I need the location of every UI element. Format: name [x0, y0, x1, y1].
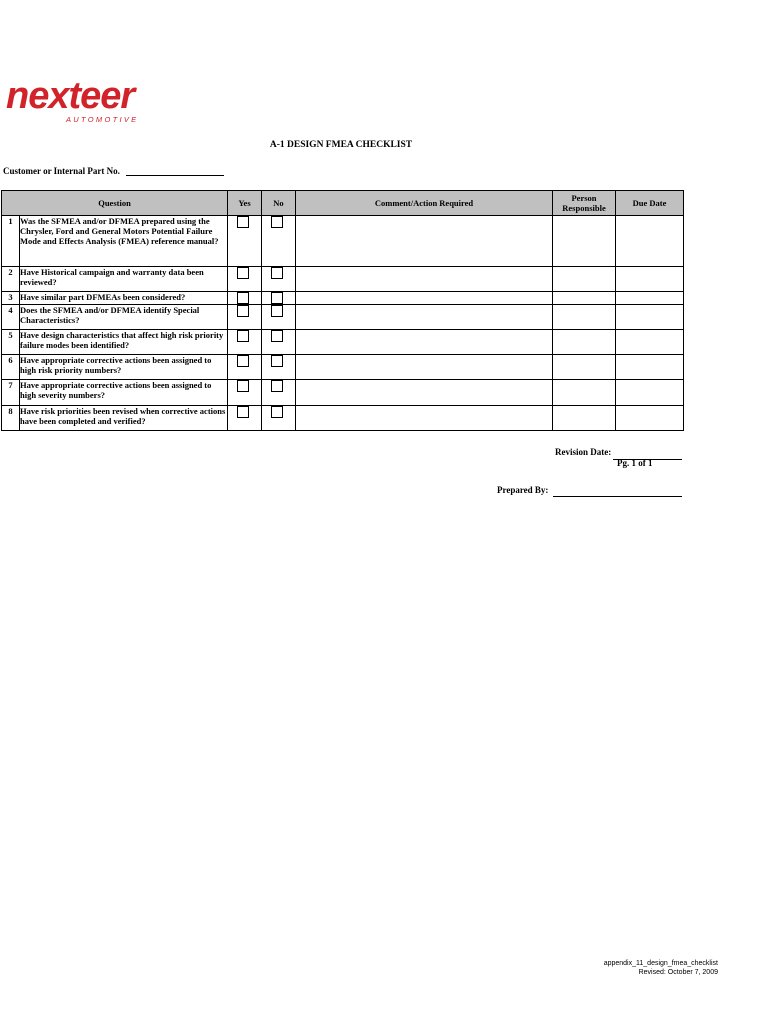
- prepared-by-label: Prepared By:: [497, 485, 549, 495]
- row-number: 6: [2, 355, 20, 380]
- logo-wordmark: nexteer: [6, 75, 135, 117]
- footer-revised: Revised: October 7, 2009: [638, 969, 718, 976]
- header-due: Due Date: [616, 191, 684, 216]
- table-row: [2, 406, 684, 431]
- comment-cell[interactable]: [296, 292, 553, 305]
- row-question: Have appropriate corrective actions been assigned to high risk priority numbers?: [20, 355, 228, 380]
- due-cell[interactable]: [616, 380, 684, 406]
- yes-cell: [228, 406, 262, 431]
- checklist-table: [1, 190, 684, 431]
- yes-cell: [228, 305, 262, 330]
- yes-checkbox[interactable]: [237, 267, 249, 279]
- no-checkbox[interactable]: [271, 216, 283, 228]
- yes-cell: [228, 267, 262, 292]
- table-row: [2, 355, 684, 380]
- comment-cell[interactable]: [296, 330, 553, 355]
- comment-cell[interactable]: [296, 216, 553, 267]
- row-question: Have similar part DFMEAs been considered?: [20, 292, 228, 305]
- no-cell: [262, 330, 296, 355]
- row-question: Does the SFMEA and/or DFMEA identify Special Characteristics?: [20, 305, 228, 330]
- nexteer-logo: [6, 76, 146, 126]
- no-checkbox[interactable]: [271, 305, 283, 317]
- due-cell[interactable]: [616, 406, 684, 431]
- table-header-row: [2, 191, 684, 216]
- header-person: Person Responsible: [553, 191, 616, 216]
- yes-cell: [228, 330, 262, 355]
- footer: [604, 959, 718, 977]
- due-cell[interactable]: [616, 330, 684, 355]
- person-cell[interactable]: [553, 330, 616, 355]
- row-question: Have Historical campaign and warranty data been reviewed?: [20, 267, 228, 292]
- comment-cell[interactable]: [296, 267, 553, 292]
- header-yes: Yes: [228, 191, 262, 216]
- no-cell: [262, 355, 296, 380]
- no-cell: [262, 406, 296, 431]
- due-cell[interactable]: [616, 216, 684, 267]
- yes-checkbox[interactable]: [237, 406, 249, 418]
- due-cell[interactable]: [616, 305, 684, 330]
- row-question: Have risk priorities been revised when corrective actions have been completed and verified?: [20, 406, 228, 431]
- person-cell[interactable]: [553, 355, 616, 380]
- table-row: [2, 380, 684, 406]
- header-comment: Comment/Action Required: [296, 191, 553, 216]
- no-cell: [262, 267, 296, 292]
- logo-subtitle: AUTOMOTIVE: [66, 115, 139, 124]
- yes-cell: [228, 292, 262, 305]
- due-cell[interactable]: [616, 355, 684, 380]
- person-cell[interactable]: [553, 380, 616, 406]
- yes-cell: [228, 355, 262, 380]
- yes-checkbox[interactable]: [237, 380, 249, 392]
- yes-checkbox[interactable]: [237, 355, 249, 367]
- person-cell[interactable]: [553, 406, 616, 431]
- person-cell[interactable]: [553, 305, 616, 330]
- table-row: [2, 305, 684, 330]
- no-cell: [262, 292, 296, 305]
- no-checkbox[interactable]: [271, 380, 283, 392]
- row-number: 7: [2, 380, 20, 406]
- footer-filename: appendix_11_design_fmea_checklist: [603, 960, 718, 967]
- revision-date-label: Revision Date:: [555, 447, 612, 457]
- row-number: 2: [2, 267, 20, 292]
- no-cell: [262, 305, 296, 330]
- table-row: [2, 330, 684, 355]
- row-question: Have design characteristics that affect high risk priority failure modes been identified?: [20, 330, 228, 355]
- table-row: [2, 292, 684, 305]
- header-no: No: [262, 191, 296, 216]
- page-title: A-1 DESIGN FMEA CHECKLIST: [269, 140, 413, 150]
- row-number: 3: [2, 292, 20, 305]
- no-checkbox[interactable]: [271, 292, 283, 304]
- person-cell[interactable]: [553, 292, 616, 305]
- row-question: Have appropriate corrective actions been assigned to high severity numbers?: [20, 380, 228, 406]
- comment-cell[interactable]: [296, 305, 553, 330]
- row-number: 4: [2, 305, 20, 330]
- no-checkbox[interactable]: [271, 267, 283, 279]
- page-number: Pg. 1 of 1: [617, 458, 653, 468]
- header-question: Question: [2, 191, 228, 216]
- yes-checkbox[interactable]: [237, 292, 249, 304]
- due-cell[interactable]: [616, 267, 684, 292]
- part-number-row: [3, 165, 224, 176]
- comment-cell[interactable]: [296, 380, 553, 406]
- comment-cell[interactable]: [296, 406, 553, 431]
- no-cell: [262, 380, 296, 406]
- no-cell: [262, 216, 296, 267]
- yes-cell: [228, 216, 262, 267]
- row-number: 8: [2, 406, 20, 431]
- prepared-by-field[interactable]: [553, 496, 682, 497]
- table-row: [2, 267, 684, 292]
- person-cell[interactable]: [553, 267, 616, 292]
- yes-checkbox[interactable]: [237, 330, 249, 342]
- no-checkbox[interactable]: [271, 330, 283, 342]
- person-cell[interactable]: [553, 216, 616, 267]
- yes-cell: [228, 380, 262, 406]
- no-checkbox[interactable]: [271, 355, 283, 367]
- row-number: 1: [2, 216, 20, 267]
- row-number: 5: [2, 330, 20, 355]
- part-number-label: Customer or Internal Part No.: [3, 166, 120, 176]
- row-question: Was the SFMEA and/or DFMEA prepared using the Chrysler, Ford and General Motors Potential Failure Mode and Effects Analysis (FMEA) reference manual?: [20, 216, 228, 267]
- part-number-field[interactable]: [126, 165, 224, 176]
- due-cell[interactable]: [616, 292, 684, 305]
- no-checkbox[interactable]: [271, 406, 283, 418]
- table-row: [2, 216, 684, 267]
- comment-cell[interactable]: [296, 355, 553, 380]
- yes-checkbox[interactable]: [237, 216, 249, 228]
- yes-checkbox[interactable]: [237, 305, 249, 317]
